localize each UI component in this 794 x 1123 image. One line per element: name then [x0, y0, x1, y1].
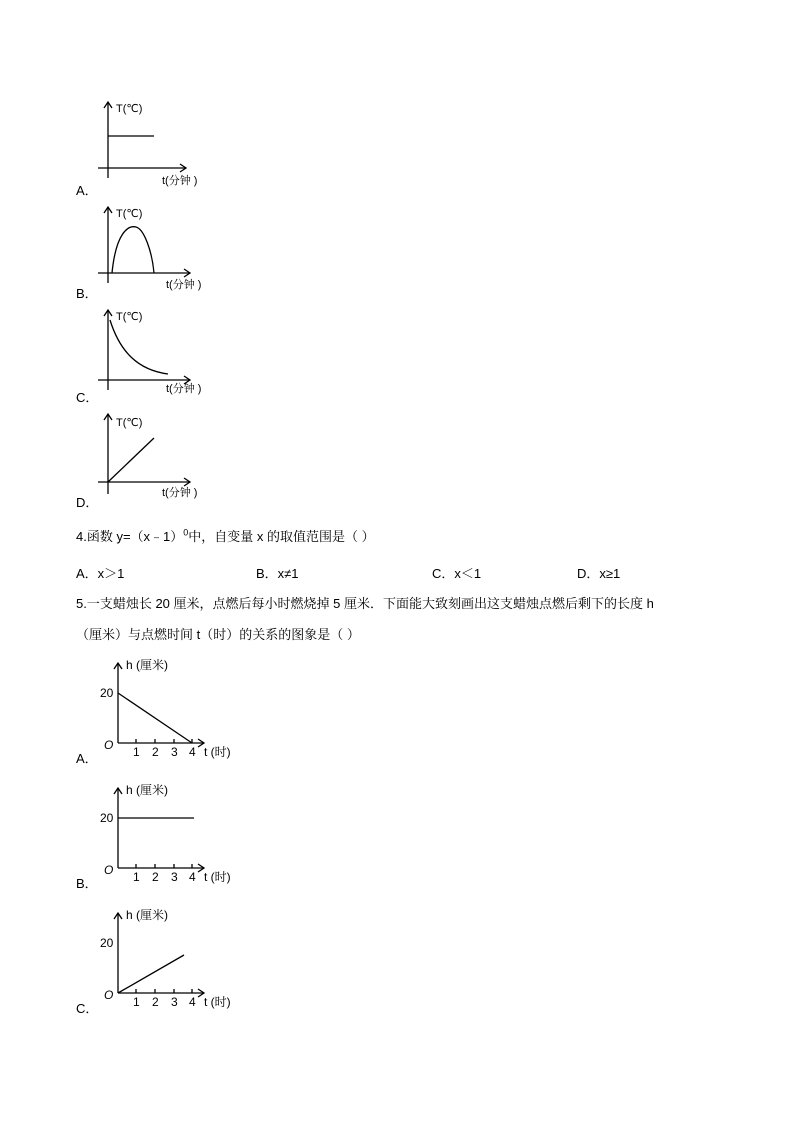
- q3-c-x-label: t(分钟 ): [166, 383, 202, 395]
- q3-b-arch-curve: [112, 227, 154, 273]
- q5-c-origin: O: [104, 988, 114, 1002]
- q3-graph-b: [98, 205, 218, 295]
- q3-graph-d: [98, 412, 218, 502]
- q3-a-x-label: t(分钟 ): [162, 175, 198, 187]
- q3-d-y-label: T(℃): [116, 417, 143, 429]
- q3-d-rising-line: [108, 438, 154, 482]
- q3-c-decay-curve: [110, 320, 168, 374]
- q4-choice-b: B．x≠1: [256, 566, 299, 581]
- q5-a-x-tick-4: 4: [189, 745, 196, 759]
- q5-c-x-tick-4: 4: [189, 995, 196, 1009]
- q3-graph-a: [98, 100, 218, 190]
- q5-b-x-label: t (时): [204, 870, 231, 884]
- q5-stem-line2: （厘米）与点燃时间 t（时）的关系的图象是（ ）: [76, 627, 360, 642]
- q5-b-origin: O: [104, 863, 114, 877]
- q3-b-y-label: T(℃): [116, 208, 143, 220]
- q5-b-x-tick-3: 3: [171, 870, 178, 884]
- q3-option-b-letter: B．: [76, 286, 98, 301]
- q5-option-a-letter: A．: [76, 751, 98, 766]
- q5-a-y-label: h (厘米): [126, 658, 169, 672]
- q5-a-decreasing-line: [118, 693, 192, 743]
- q5-a-y-tick-20: 20: [100, 686, 114, 700]
- q5-option-b-letter: B．: [76, 876, 98, 891]
- q4-stem-sup: 0: [183, 527, 189, 538]
- q3-graph-c: [98, 308, 218, 398]
- q5-b-x-tick-1: 1: [133, 870, 140, 884]
- q4-stem-suffix: 中，自变量 x 的取值范围是（ ）: [188, 529, 375, 544]
- q5-a-origin: O: [104, 738, 114, 752]
- q5-b-y-label: h (厘米): [126, 783, 169, 797]
- q5-graph-c: [96, 905, 256, 1010]
- q5-option-c-letter: C．: [76, 1001, 99, 1016]
- q5-c-x-tick-3: 3: [171, 995, 178, 1009]
- q5-b-x-tick-2: 2: [152, 870, 159, 884]
- q4-stem-prefix: 4.函数 y=（x﹣1）: [76, 529, 184, 544]
- q5-stem-line1: 5.一支蜡烛长 20 厘米，点燃后每小时燃烧掉 5 厘米．下面能大致刻画出这支蜡烛点燃后剩下的长度 h: [76, 596, 654, 611]
- q5-graph-b: [96, 780, 256, 885]
- q5-c-x-tick-2: 2: [152, 995, 159, 1009]
- q4-choice-d: D．x≥1: [577, 566, 621, 581]
- q5-a-x-tick-1: 1: [133, 745, 140, 759]
- q5-b-x-tick-4: 4: [189, 870, 196, 884]
- q5-c-increasing-line: [118, 955, 184, 993]
- q3-option-d-letter: D．: [76, 495, 99, 510]
- q4-choice-a: A．x＞1: [76, 566, 125, 581]
- q4-stem: [76, 526, 375, 545]
- q5-c-y-label: h (厘米): [126, 908, 169, 922]
- q5-a-x-label: t (时): [204, 745, 231, 759]
- q4-choice-c: C．x＜1: [432, 566, 482, 581]
- q5-b-y-tick-20: 20: [100, 811, 114, 825]
- q5-a-x-tick-3: 3: [171, 745, 178, 759]
- q3-c-y-label: T(℃): [116, 311, 143, 323]
- q3-a-y-label: T(℃): [116, 103, 143, 115]
- q5-c-y-tick-20: 20: [100, 936, 114, 950]
- q3-b-x-label: t(分钟 ): [166, 279, 202, 291]
- q3-d-x-label: t(分钟 ): [162, 487, 198, 499]
- q5-graph-a: [96, 655, 256, 760]
- q5-c-x-label: t (时): [204, 995, 231, 1009]
- q3-option-c-letter: C．: [76, 390, 99, 405]
- q5-c-x-tick-1: 1: [133, 995, 140, 1009]
- q3-option-a-letter: A．: [76, 183, 98, 198]
- q5-a-x-tick-2: 2: [152, 745, 159, 759]
